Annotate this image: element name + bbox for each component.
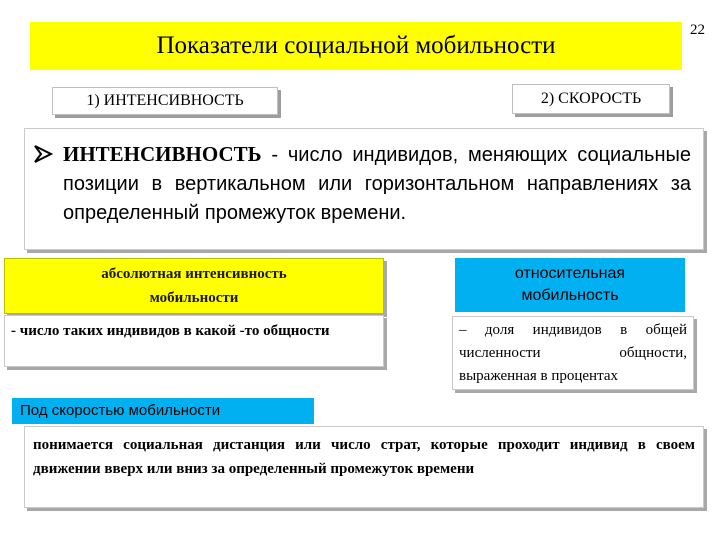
absolute-intensity-description: - число таких индивидов в какой -то общности [4, 315, 384, 367]
slide-title: Показатели социальной мобильности [30, 22, 682, 70]
speed-section-description: понимается социальная дистанция или число страт, которые проходит индивид в своем движении вверх или вниз за определенный промежуток времени [24, 426, 704, 508]
absolute-intensity-line1: абсолютная интенсивность [101, 266, 287, 282]
page-number: 22 [690, 22, 705, 38]
relative-mobility-description: – доля индивидов в общей численности общности, выраженная в процентах [452, 316, 694, 390]
speed-label: 2) СКОРОСТЬ [540, 90, 642, 107]
absolute-intensity-box [4, 258, 384, 314]
intensity-term: ИНТЕНСИВНОСТЬ [63, 142, 262, 166]
absolute-intensity-line2: мобильности [149, 290, 239, 306]
speed-section-label: Под скоростью мобильности [12, 398, 314, 424]
relative-mobility-line2: мобильность [521, 287, 619, 304]
relative-mobility-line1: относительная [514, 265, 626, 282]
relative-mobility-box [455, 258, 685, 312]
arrow-bullet-icon [32, 143, 54, 165]
intensity-definition [63, 140, 691, 228]
intensity-definition-box [24, 128, 704, 250]
speed-label-box [512, 84, 670, 114]
intensity-definition-text: - число индивидов, меняющих социальные позиции в вертикальном или горизонтальном направлениях за определенный промежуток времени. [63, 144, 691, 224]
intensity-label: 1) ИНТЕНСИВНОСТЬ [86, 92, 244, 109]
intensity-label-box [52, 87, 278, 115]
